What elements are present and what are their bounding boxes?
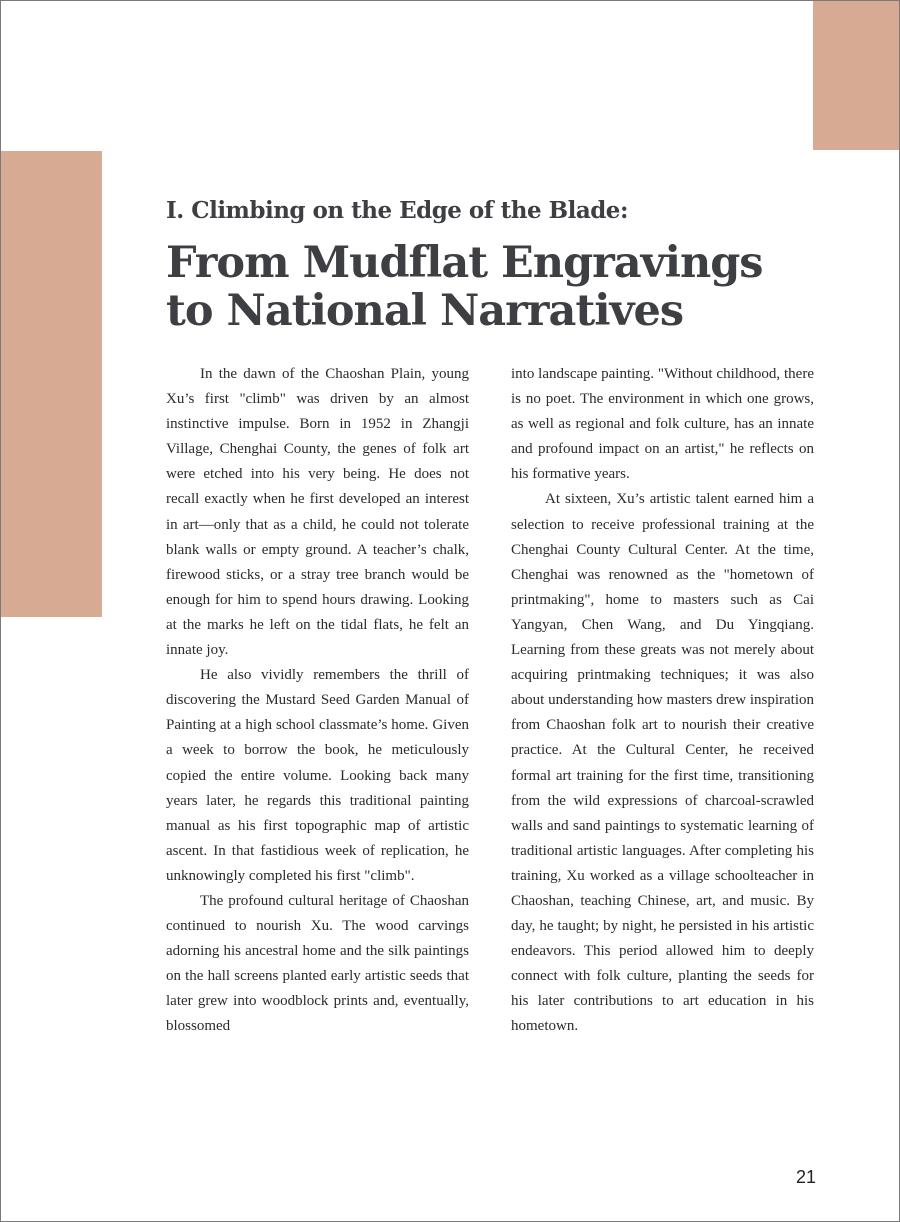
paragraph-continued: into landscape painting. "Without childhood, there is no poet. The environment in which one grows, as well as regional and folk culture, has an innate and profound impact on an artist," he reflects on his formative years. [511,366,814,483]
paragraph: At sixteen, Xu’s artistic talent earned him a selection to receive professional training at the Chenghai County Cultural Center. At the time, Chenghai was renowned as the "hometown of printmaking", home to masters such as Cai Yangyan, Chen Wang, and Du Yingqiang. Learning from these greats was not merely about acquiring printmaking techniques; it was also about understanding how masters drew inspiration from Chaoshan folk art to nourish their creative practice. At the Cultural Center, he received formal art training for the first time, transitioning from the wild expressions of charcoal-scrawled walls and sand paintings to systematic learning of traditional artistic languages. After completing his training, Xu worked as a village schoolteacher in Chaoshan, teaching Chinese, art, and music. By day, he taught; by night, he persisted in his artistic endeavors. This period allowed him to deeply connect with folk culture, planting the seeds for his later contributions to art education in his hometown. [511,491,814,1035]
title-line-2: to National Narratives [166,286,684,336]
paragraph: He also vividly remembers the thrill of discovering the Mustard Seed Garden Manual of Painting at a high school classmate’s home. Given a week to borrow the book, he meticulously copied the entire volume. Looking back many years later, he regards this traditional painting manual as his first topographic map of artistic ascent. In that fastidious week of replication, he unknowingly completed his first "climb". [166,667,469,884]
body-column-left [166,362,469,1040]
body-column-right [511,362,814,1040]
decorative-color-block-left [1,151,102,617]
paragraph: The profound cultural heritage of Chaoshan continued to nourish Xu. The wood carvings adorning his ancestral home and the silk paintings on the hall screens planted early artistic seeds that later grew into woodblock prints and, eventually, blossomed [166,892,469,1035]
title-line-1: From Mudflat Engravings [166,238,763,288]
paragraph: In the dawn of the Chaoshan Plain, young Xu’s first "climb" was driven by an almost instinctive impulse. Born in 1952 in Zhangji Village, Chenghai County, the genes of folk art were etched into his very being. He does not recall exactly when he first developed an interest in art—only that as a child, he could not tolerate blank walls or empty ground. A teacher’s chalk, firewood sticks, or a stray tree branch would be enough for him to spend hours drawing. Looking at the marks he left on the tidal flats, he felt an innate joy. [166,366,469,659]
page-number: 21 [796,1167,817,1187]
section-subtitle: I. Climbing on the Edge of the Blade: [166,197,628,224]
decorative-color-block-top-right [813,1,899,150]
section-title [166,239,763,335]
